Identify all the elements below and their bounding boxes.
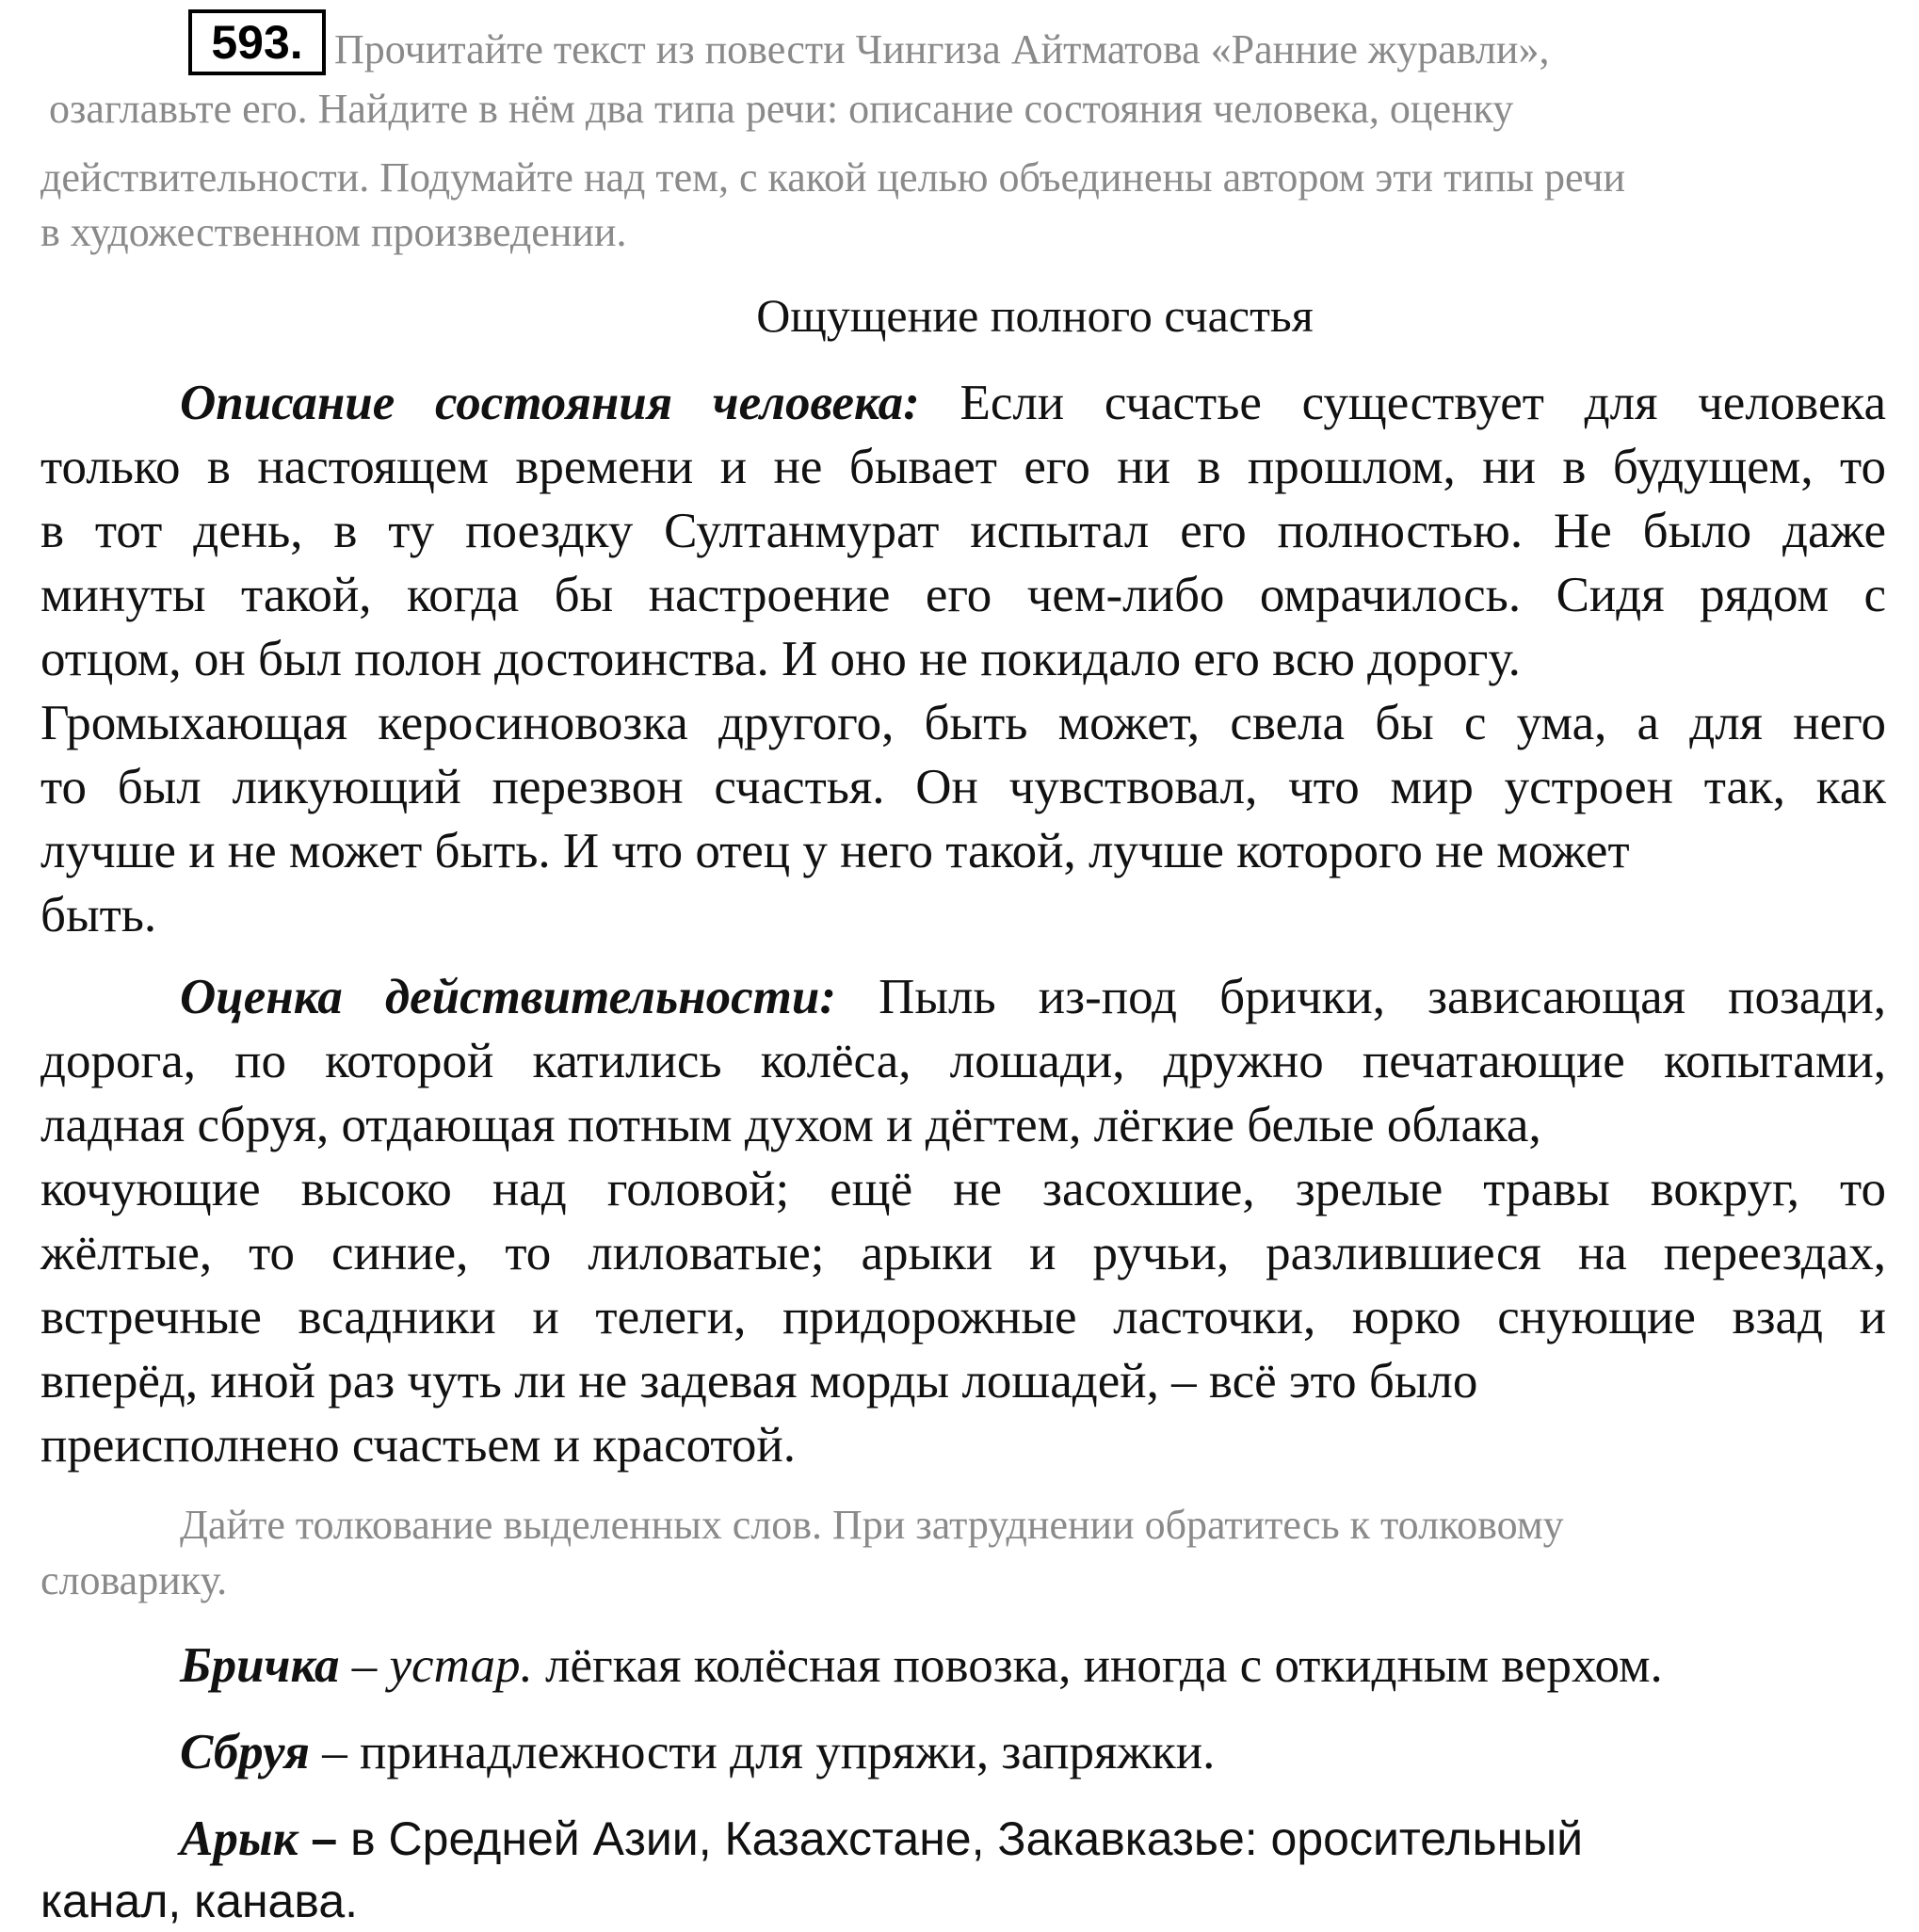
text-title: Ощущение полного счастья — [756, 289, 1314, 342]
paragraph-line: Громыхающая керосиновозка другого, быть может, свела бы с ума, а для него — [40, 696, 1886, 750]
paragraph-line: встречные всадники и телеги, придорожные ласточки, юрко снующие взад и — [40, 1290, 1886, 1344]
definition-term: Арык — [180, 1811, 298, 1866]
paragraph-line: минуты такой, когда бы настроение его чем-либо омрачилось. Сидя рядом с — [40, 568, 1886, 622]
paragraph-evaluation — [40, 965, 1886, 1477]
paragraph-line: преисполнено счастьем и красотой. — [40, 1418, 796, 1473]
paragraph-line: кочующие высоко над головой; ещё не засохшие, зрелые травы вокруг, то — [40, 1162, 1886, 1216]
definition-text: принадлежности для упряжи, запряжки. — [360, 1725, 1216, 1779]
definition-text: в Средней Азии, Казахстане, Закавказье: оросительный — [350, 1812, 1584, 1865]
instruction-line: действительности. Подумайте над тем, с какой целью объединены автором эти типы речи — [40, 154, 1626, 201]
note-line: словарику. — [40, 1557, 228, 1603]
paragraph-line — [40, 965, 1886, 1029]
definition-bricka — [40, 1634, 1919, 1698]
vocabulary-task — [40, 1497, 1886, 1608]
definition-label: устар. — [389, 1638, 533, 1693]
definition-term: Сбруя — [180, 1725, 310, 1779]
exercise-number: 593. — [188, 9, 326, 75]
exercise-instruction — [40, 22, 1886, 261]
paragraph-line: в тот день, в ту поездку Султанмурат испытал его полностью. Не было даже — [40, 504, 1886, 558]
definition-term: Бричка — [180, 1638, 340, 1693]
definition-dash: – — [310, 1725, 360, 1779]
paragraph-lead: Оценка действительности: — [180, 970, 837, 1024]
paragraph-line: жёлтые, то синие, то лиловатые; арыки и ручьи, разлившиеся на переездах, — [40, 1226, 1886, 1280]
paragraph-text: Пыль из-под брички, зависающая позади, — [836, 970, 1886, 1024]
definition-text: лёгкая колёсная повозка, иногда с откидным верхом. — [532, 1638, 1663, 1693]
paragraph-description — [40, 371, 1886, 947]
paragraph-lead: Описание состояния человека: — [180, 376, 920, 430]
paragraph-line: быть. — [40, 888, 157, 942]
paragraph-line: то был ликующий перезвон счастья. Он чувствовал, что мир устроен так, как — [40, 760, 1886, 814]
instruction-line: озаглавьте его. Найдите в нём два типа речи: описание состояния человека, оценку — [49, 86, 1514, 132]
instruction-line: Прочитайте текст из повести Чингиза Айтматова «Ранние журавли», — [334, 26, 1550, 72]
instruction-line: в художественном произведении. — [40, 209, 627, 255]
definition-text: канал, канава. — [40, 1875, 359, 1927]
paragraph-line: лучше и не может быть. И что отец у него такой, лучше которого не может — [40, 824, 1630, 878]
definition-dash: – — [298, 1812, 351, 1865]
paragraph-line: вперёд, иной раз чуть ли не задевая морды лошадей, – всё это было — [40, 1354, 1478, 1409]
paragraph-line: дорога, по которой катились колёса, лошади, дружно печатающие копытами, — [40, 1034, 1886, 1088]
paragraph-line — [40, 371, 1886, 435]
definition-dash: – — [339, 1638, 390, 1693]
note-line: Дайте толкование выделенных слов. При затруднении обратитесь к толковому — [180, 1502, 1564, 1548]
paragraph-line: отцом, он был полон достоинства. И оно не покидало его всю дорогу. — [40, 632, 1521, 686]
paragraph-line: ладная сбруя, отдающая потным духом и дёгтем, лёгкие белые облака, — [40, 1098, 1541, 1152]
definition-aryk — [40, 1808, 1886, 1932]
paragraph-line: только в настоящем времени и не бывает его ни в прошлом, ни в будущем, то — [40, 440, 1886, 494]
definition-sbruya — [40, 1720, 1919, 1784]
paragraph-text: Если счастье существует для человека — [919, 376, 1886, 430]
